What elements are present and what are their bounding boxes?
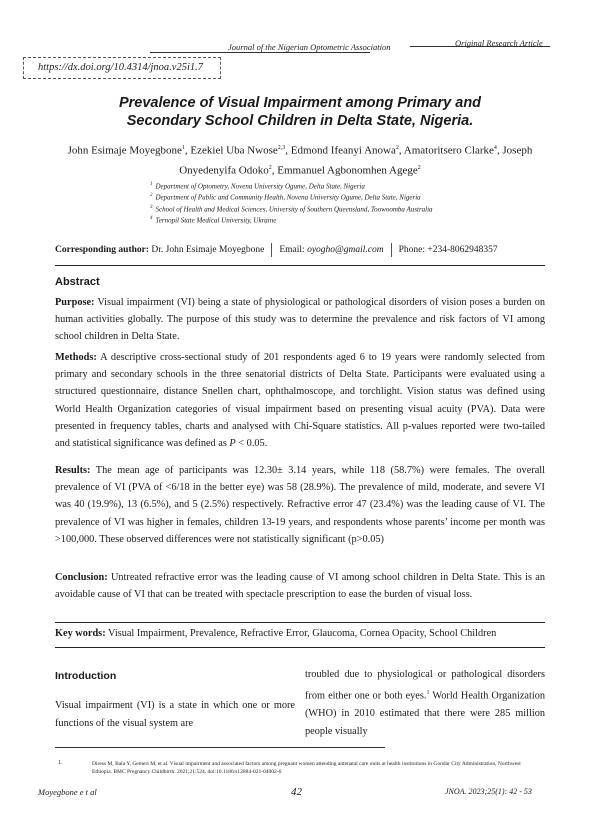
- results-label: Results:: [55, 465, 91, 476]
- footnote-rule: [55, 747, 385, 748]
- corr-name: Dr. John Esimaje Moyegbone: [151, 245, 265, 256]
- author-separator: ,: [271, 164, 278, 177]
- author-separator: ,: [184, 144, 191, 157]
- phone-number: +234-8062948357: [427, 245, 498, 256]
- header-rule: [150, 52, 370, 53]
- author-affiliation-ref: 1: [181, 145, 185, 151]
- abstract-heading: Abstract: [55, 276, 100, 288]
- phone-label: Phone:: [398, 245, 426, 256]
- purpose-label: Purpose:: [55, 297, 95, 308]
- introduction-right-column: [305, 666, 545, 741]
- corresponding-author: [55, 243, 498, 257]
- purpose-text: Visual impairment (VI) being a state of physiological or pathological disorders of vision poses a burden on human activities globally. The purpose of this study was to determine the prevalence and risk factors of VI among school children in Delta State.: [55, 297, 545, 343]
- author-separator: ,: [285, 144, 291, 157]
- affiliation-text: School of Health and Medical Sciences, University of Southern Queensland, Toowoomba Australia: [155, 204, 433, 213]
- affiliation-item: [150, 203, 530, 214]
- doi-link[interactable]: https://dx.doi.org/10.4314/jnoa.v25i1.7: [38, 62, 203, 73]
- keywords-label: Key words:: [55, 628, 106, 639]
- author-name: Ezekiel Uba Nwose: [190, 144, 278, 157]
- author-name: Joseph Onyedenyifa Odoko: [179, 144, 533, 177]
- author-name: John Esimaje Moyegbone: [67, 144, 182, 157]
- conclusion-text: Untreated refractive error was the leading cause of VI among school children in Delta State. This is an avoidable cause of VI that can be treated with spectacle prescription to ease the burden of visual loss.: [55, 572, 545, 601]
- email-address[interactable]: oyogho@gmail.com: [307, 245, 384, 256]
- title-line-2: Secondary School Children in Delta State, Nigeria.: [126, 113, 474, 129]
- footnote-text: Diress M, Bala Y, Gemeri M, et al. Visual impairment and associated factors among pregnant women attending antenatal care units at health institutions in Gondar City Administration, Northwest Ethiopia. BMC Pregnancy Childbirth. 2021;21:524. doi:10.1186/s12884-021-04002-6: [92, 761, 521, 775]
- keywords-top-rule: [55, 622, 545, 623]
- affiliation-number: 4: [150, 215, 153, 221]
- author-affiliation-ref: 2: [268, 164, 272, 171]
- article-type: Original Research Article: [455, 38, 543, 48]
- affiliation-item: [150, 191, 530, 202]
- abstract-purpose: [55, 294, 545, 346]
- keywords: [55, 628, 545, 639]
- conclusion-label: Conclusion:: [55, 572, 108, 583]
- article-title: [60, 94, 540, 130]
- divider: [271, 243, 272, 257]
- author-name: Emmanuel Agbonomhen Agege: [277, 164, 418, 177]
- methods-label: Methods:: [55, 352, 97, 363]
- abstract-conclusion: [55, 569, 545, 603]
- affiliation-text: Ternopil State Medical University, Ukraine: [155, 216, 277, 225]
- affiliation-item: [150, 214, 530, 225]
- introduction-left-column: Visual impairment (VI) is a state in which one or more functions of the visual system are: [55, 700, 295, 729]
- introduction-heading: Introduction: [55, 670, 117, 682]
- author-affiliation-ref: 2: [395, 145, 399, 151]
- methods-p-symbol: P: [229, 438, 236, 450]
- affiliation-number: 2: [150, 193, 153, 199]
- affiliation-number: 1: [150, 182, 153, 187]
- intro-right-text-a: troubled due to physiological or pathological disorders from either one or both eyes.: [305, 669, 545, 702]
- author-separator: ,: [398, 144, 404, 157]
- author-separator: ,: [496, 144, 503, 157]
- affiliation-number: 3: [150, 204, 153, 210]
- footer-authors: Moyegbone e t al: [38, 787, 97, 797]
- methods-text: A descriptive cross-sectional study of 201 respondents aged 6 to 19 years were randomly selected from primary and secondary schools in the three senatorial districts of Delta State. Participants were evaluated using a structured questionnaire, distance Snellen chart, ophthalmoscope, and torchlight. Vision status was defined using World Health Organization categories of visual impairment based on presenting visual acuity (PVA). Data were presented in frequency tables, charts and analysed with Chi-Square statistics. All p-values reported were two-tailed and statistical significance was defined as: [55, 352, 545, 450]
- footnote-number: 1.: [58, 760, 63, 766]
- corr-label: Corresponding author:: [55, 245, 150, 256]
- author-name: Edmond Ifeanyi Anowa: [290, 144, 396, 157]
- author-name: Amatoritsero Clarke: [403, 144, 494, 157]
- divider: [391, 243, 392, 257]
- title-line-1: Prevalence of Visual Impairment among Primary and: [118, 95, 482, 111]
- page-number: 42: [291, 786, 302, 798]
- abstract-methods: [55, 349, 545, 452]
- results-text: The mean age of participants was 12.30± 3.14 years, while 118 (58.7%) were females. The overall prevalence of VI (PVA of <6/18 in the better eye) was 58 (28.9%). The prevalence of mild, moderate, and severe VI was 40 (19.9%), 13 (6.5%), and 5 (2.5%) respectively. Refractive error 47 (23.4%) was the leading cause of VI. The prevalence of VI was higher in females, children 13-19 years, and respondents whose parents’ income per month was >100,000. These observed differences were not statistically significant (p>0.05): [55, 465, 545, 545]
- citation-ref[interactable]: 1: [426, 690, 430, 696]
- abstract-top-rule: [55, 265, 545, 266]
- author-list: [60, 140, 540, 179]
- journal-name: Journal of the Nigerian Optometric Association: [228, 42, 391, 52]
- keywords-text: Visual Impairment, Prevalence, Refractive Error, Glaucoma, Cornea Opacity, School Children: [108, 628, 497, 639]
- affiliation-text: Department of Public and Community Health, Novena University Ogume, Delta State, Nigeria: [155, 193, 421, 202]
- methods-end: < 0.05.: [238, 438, 268, 450]
- affiliation-list: [150, 180, 530, 225]
- email-label: Email:: [279, 245, 305, 256]
- intro-right-text-b: World Health Organization (WHO) in 2010 estimated that there were 285 million people visually: [305, 690, 545, 738]
- abstract-results: [55, 462, 545, 548]
- author-affiliation-ref: 2: [417, 164, 421, 171]
- affiliation-item: [150, 180, 530, 191]
- author-affiliation-ref: 2,3: [277, 145, 286, 151]
- keywords-bottom-rule: [55, 647, 545, 648]
- footer-citation: JNOA. 2023;25(1): 42 - 53: [445, 787, 532, 796]
- affiliation-text: Department of Optometry, Novena University Ogume, Delta State, Nigeria: [155, 182, 365, 191]
- author-affiliation-ref: 4: [493, 145, 497, 151]
